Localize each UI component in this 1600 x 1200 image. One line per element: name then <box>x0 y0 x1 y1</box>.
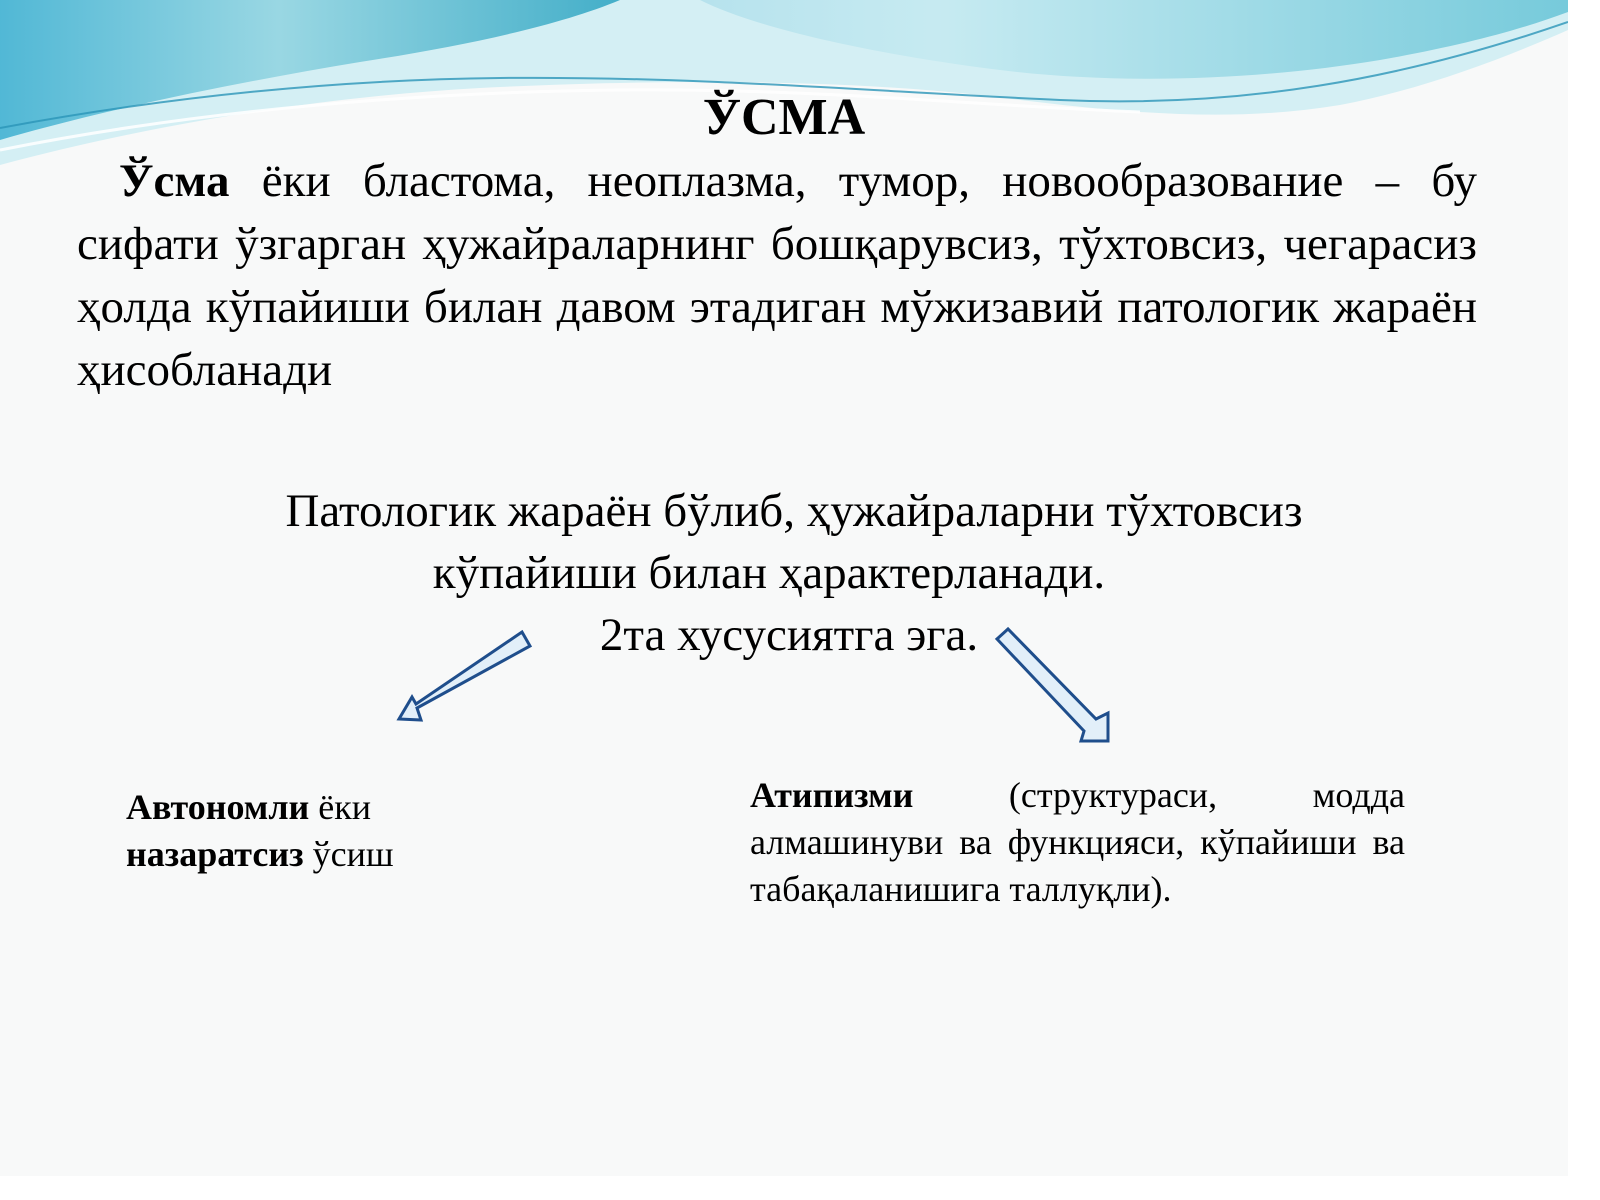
central-line-2: кўпайиши билан ҳарактерланади. <box>432 547 1106 599</box>
property-autonomous <box>126 784 446 878</box>
central-line-3: 2та хусусиятга эга. <box>599 609 979 661</box>
definition-text: ёки бластома, неоплазма, тумор, новообразование – бу сифати ўзгарган ҳужайраларнинг бошқарувсиз, тўхтовсиз, чегарасиз ҳолда кўпайиши билан давом этадиган мўжизавий патологик жараён ҳисобланади <box>77 155 1477 396</box>
slide-title: ЎСМА <box>702 89 866 146</box>
atypism-text: (структураси, модда алмашинуви ва функцияси, кўпайиши ва табақаланишига таллуқли). <box>750 775 1405 909</box>
autonomous-text-1: ёки <box>309 787 372 827</box>
property-atypism <box>750 772 1405 913</box>
uncontrolled-term: назаратсиз <box>126 834 304 874</box>
autonomous-term: Автономли <box>126 787 310 827</box>
central-line-1: Патологик жараён бўлиб, ҳужайраларни тўхтовсиз <box>285 485 1303 537</box>
atypism-term: Атипизми <box>750 775 914 815</box>
autonomous-text-2: ўсиш <box>303 834 394 874</box>
definition-term: Ўсма <box>119 155 230 207</box>
